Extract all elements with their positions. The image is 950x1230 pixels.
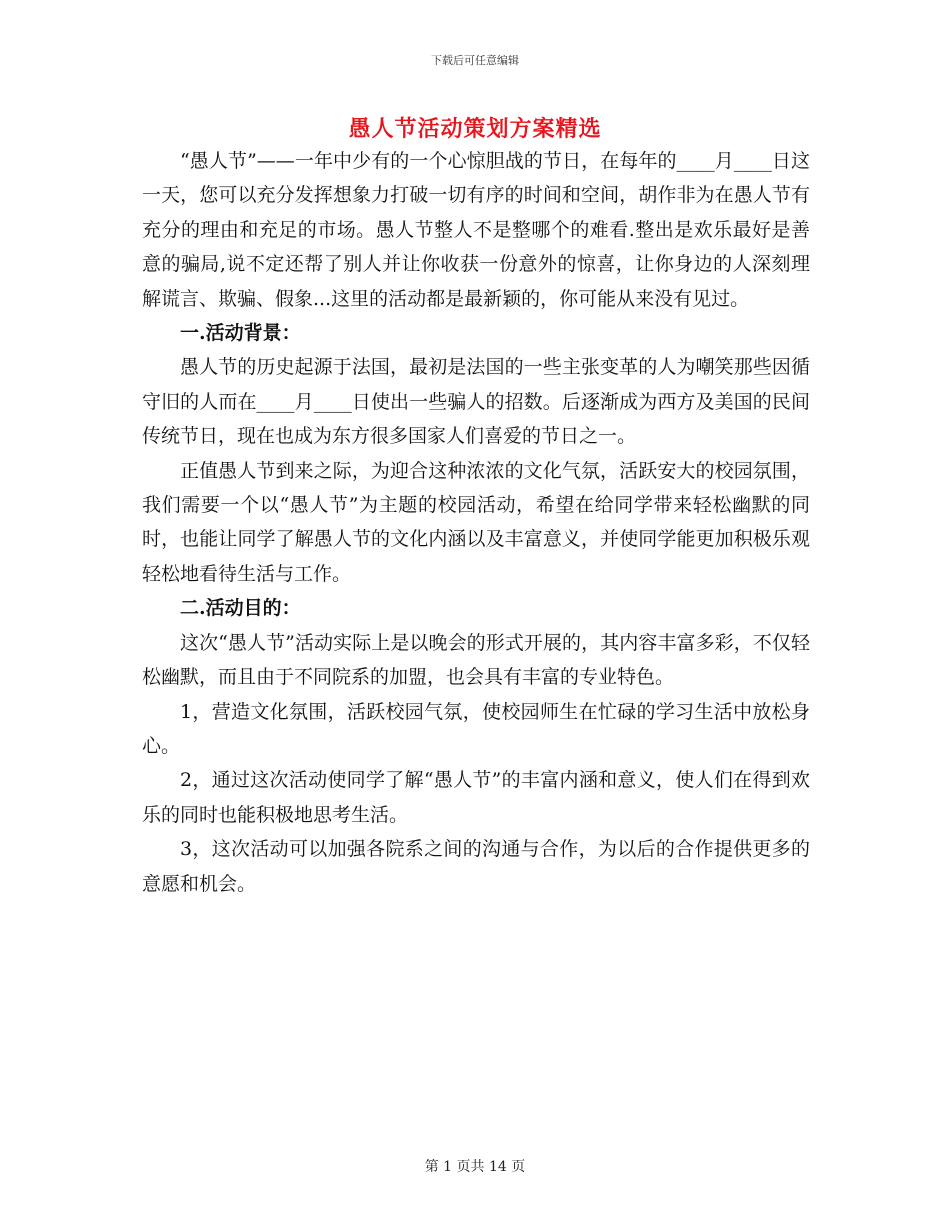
page-header-note: 下载后可任意编辑 bbox=[431, 54, 519, 67]
background-paragraph-2: 正值愚人节到来之际，为迎合这种浓浓的文化气氛，活跃安大的校园氛围，我们需要一个以“愚人节”为主题的校园活动，希望在给同学带来轻松幽默的同时，也能让同学了解愚人节的文化内涵以及丰富意义，并使同学能更加积极乐观轻松地看待生活与工作。 bbox=[142, 459, 810, 585]
section-heading-background: 一.活动背景： bbox=[180, 322, 301, 345]
document-title: 愚人节活动策划方案精选 bbox=[348, 117, 602, 142]
section-heading-purpose: 二.活动目的： bbox=[180, 597, 301, 620]
purpose-paragraph: 这次“愚人节”活动实际上是以晚会的形式开展的，其内容丰富多彩，不仅轻松幽默，而且由于不同院系的加盟，也会具有丰富的专业特色。 bbox=[142, 631, 810, 689]
page-number-footer: 第 1 页共 14 页 bbox=[424, 1159, 526, 1175]
intro-paragraph: “愚人节”——一年中少有的一个心惊胆战的节日，在每年的____月____日这一天，您可以充分发挥想象力打破一切有序的时间和空间，胡作非为在愚人节有充分的理由和充足的市场。愚人节整人不是整哪个的难看.整出是欢乐最好是善意的骗局,说不定还帮了别人并让你收获一份意外的惊喜，让你身边的人深刻理解谎言、欺骗、假象...这里的活动都是最新颖的，你可能从来没有见过。 bbox=[142, 150, 810, 310]
purpose-item-1: 1，营造文化氛围，活跃校园气氛，使校园师生在忙碌的学习生活中放松身心。 bbox=[142, 700, 810, 757]
purpose-item-2: 2，通过这次活动使同学了解“愚人节”的丰富内涵和意义，使人们在得到欢乐的同时也能积极地思考生活。 bbox=[142, 769, 810, 826]
background-paragraph-1: 愚人节的历史起源于法国，最初是法国的一些主张变革的人为嘲笑那些因循守旧的人而在____月____日使出一些骗人的招数。后逐渐成为西方及美国的民间传统节日，现在也成为东方很多国家人们喜爱的节日之一。 bbox=[142, 356, 810, 448]
purpose-item-3: 3，这次活动可以加强各院系之间的沟通与合作，为以后的合作提供更多的意愿和机会。 bbox=[142, 838, 810, 895]
document-body bbox=[142, 144, 810, 901]
